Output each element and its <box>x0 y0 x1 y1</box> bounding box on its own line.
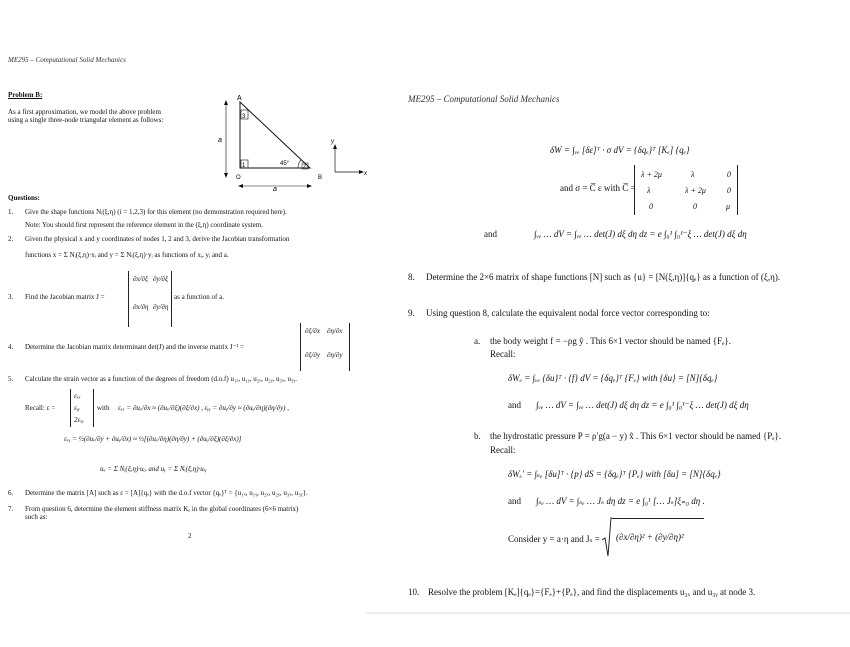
c-cell-31: 0 <box>649 202 653 211</box>
q2-line-1: Given the physical x and y coordinates of nodes 1, 2 and 3, derive the Jacobian transformation <box>25 235 290 243</box>
q5-with: with <box>97 404 110 412</box>
jacobian-cell-22: ∂y/∂η <box>153 303 169 311</box>
q9-text: Using question 8, calculate the equivalent nodal force vector corresponding to: <box>426 308 710 318</box>
label-a-vertex: A <box>237 95 242 102</box>
body-weight-work-equation: δWₑ = ∫ᵥₑ {δu}ᵀ · {f} dV = {δqₑ}ᵀ {Fₑ} with {δu} = [N]{δqₑ} <box>508 373 718 383</box>
right-page-header: ME295 – Computational Solid Mechanics <box>408 94 560 104</box>
body-weight-integral: ∫ᵥₑ … dV = ∫ᵥₑ … det(J) dξ dη dz = e ∫₀¹ ∫₀¹⁻ξ … det(J) dξ dη <box>536 400 749 410</box>
intro-line-2: using a single three-node triangular element as follows: <box>8 116 164 124</box>
q7-line-1: From question 6, determine the element stiffness matrix Kₑ in the global coordinates (6×6 matrix) <box>25 505 299 513</box>
q7-line-2: such as: <box>25 513 48 521</box>
label-axis-y: y <box>331 139 334 145</box>
q6-number: 6. <box>8 489 14 497</box>
q5-eq-shear: εₓᵧ = ½(∂uₓ/∂y + ∂uᵧ/∂x) ≈ ½[(∂uₓ/∂η)(∂η/∂y) + (∂uᵧ/∂ξ)(∂ξ/∂x)] <box>64 435 242 443</box>
inv-jacobian-cell-12: ∂η/∂x <box>327 327 343 335</box>
label-node-1: 1 <box>242 163 246 169</box>
triangle-element-figure <box>210 90 380 195</box>
q3-number: 3. <box>8 293 14 301</box>
label-axis-x: x <box>364 171 367 177</box>
page-shadow <box>366 612 850 614</box>
q5-text: Calculate the strain vector as a function of the degrees of freedom (d.o.f) u₁ₓ, u₁ᵧ, u₂ₓ, u₂ᵧ, u₃ₓ, u₃ᵧ. <box>25 375 297 383</box>
and-label: and <box>484 229 497 239</box>
q9a-and: and <box>508 400 521 410</box>
strain-yy: εᵧᵧ <box>74 404 80 412</box>
q9b-text: the hydrostatic pressure P = ρ′g(a − y) x̂ . This 6×1 vector should be named {Pₑ}. <box>490 431 782 441</box>
sqrt-radicand <box>612 518 704 555</box>
jacobian-cell-21: ∂x/∂η <box>133 303 149 311</box>
q9b-and: and <box>508 496 521 506</box>
questions-title: Questions: <box>8 194 40 202</box>
q1-line-2: Note: You should first represent the reference element in the (ξ,η) coordinate system. <box>25 221 263 229</box>
label-dim-vertical: a <box>218 137 222 144</box>
left-page-header: ME295 – Computational Solid Mechanics <box>8 56 126 64</box>
strain-xy: 2εₓᵧ <box>74 416 84 424</box>
arrow-up-icon <box>224 100 228 105</box>
q9a-recall: Recall: <box>490 349 516 359</box>
q1-line-1: Give the shape functions Nᵢ(ξ,η) (i = 1,2,3) for this element (no demonstration required here). <box>25 208 287 216</box>
inv-jacobian-cell-22: ∂η/∂y <box>327 351 343 359</box>
label-node-3: 3 <box>242 114 246 120</box>
q5-number: 5. <box>8 375 14 383</box>
label-dim-horizontal: a <box>273 186 277 193</box>
q3-text-post: as a function of a. <box>174 293 224 301</box>
triangle-element <box>240 102 310 168</box>
q5-eq-displacements: uₓ = Σ Nᵢ(ξ,η)·uᵢₓ and uᵧ = Σ Nᵢ(ξ,η)·uᵢᵧ <box>100 465 207 473</box>
q10-number: 10. <box>408 587 420 597</box>
q5-recall: Recall: ε = <box>25 404 56 412</box>
strain-xx: εₓₓ <box>74 392 81 400</box>
q6-text: Determine the matrix [A] such as ε = [A]{qₑ} with the d.o.f vector {qₑ}ᵀ = {u₁ₓ, u₁ᵧ, u₂ₓ, u₂ᵧ, u₃ₓ, u₃ᵧ}. <box>25 489 308 497</box>
c-cell-21: λ <box>647 186 651 195</box>
q8-number: 8. <box>408 272 415 282</box>
label-b-vertex: B <box>318 175 323 181</box>
angle-arc <box>298 160 301 168</box>
q2-line-2: functions x = Σ Nᵢ(ξ,η)·xᵢ and y = Σ Nᵢ(ξ,η)·yᵢ as functions of xᵢ, yᵢ and a. <box>25 251 229 259</box>
surface-integral: ∫ₛₑ … dV = ∫ₛₑ … Jₛ dη dz = e ∫₀¹ [… Jₛ]ξ₌₀ dη . <box>536 496 705 506</box>
and-sigma-text: and σ = C̅ ε with C̅ = <box>560 183 636 193</box>
q7-number: 7. <box>8 505 14 513</box>
q3-text-pre: Find the Jacobian matrix J = <box>25 293 105 301</box>
left-page <box>0 0 380 600</box>
c-cell-22: λ + 2μ <box>685 186 706 195</box>
label-node-2: 2 <box>303 164 306 170</box>
q5-eq-strains: εₓₓ = ∂uₓ/∂x ≈ (∂uₓ/∂ξ)(∂ξ/∂x) , εᵧᵧ = ∂uᵧ/∂y ≈ (∂uᵧ/∂η)(∂η/∂y) , <box>118 404 290 412</box>
strain-vector <box>70 389 94 427</box>
q1-number: 1. <box>8 208 14 216</box>
q2-number: 2. <box>8 235 14 243</box>
elasticity-matrix <box>634 165 738 215</box>
c-cell-23: 0 <box>727 186 731 195</box>
problem-title: Problem B: <box>8 91 43 99</box>
arrow-down-icon <box>224 173 228 178</box>
q8-text: Determine the 2×6 matrix of shape functions [N] such as {u} = [N(ξ,η)]{qₑ} as a function of (ξ,η). <box>426 272 781 282</box>
virtual-work-equation: δW = ∫ᵥₑ [δε]ᵀ · σ dV = {δqₑ}ᵀ [Kₑ] {qₑ} <box>550 145 690 155</box>
c-cell-33: μ <box>726 202 731 211</box>
sqrt-body: (∂x/∂η)² + (∂y/∂η)² <box>616 532 684 542</box>
intro-line-1: As a first approximation, we model the above problem <box>8 108 161 116</box>
inverse-jacobian-matrix <box>300 323 350 371</box>
q4-text: Determine the Jacobian matrix determinant det(J) and the inverse matrix J⁻¹ = <box>25 343 245 351</box>
arrow-left-icon <box>238 184 243 188</box>
jacobian-matrix <box>128 271 172 327</box>
volume-integral-equation: ∫ᵥₑ … dV = ∫ᵥₑ … det(J) dξ dη dz = e ∫₀¹ ∫₀¹⁻ξ … det(J) dξ dη <box>534 229 747 239</box>
q9a-text: the body weight f = −ρg ŷ . This 6×1 vector should be named {Fₑ}. <box>490 336 731 346</box>
label-o-vertex: O <box>236 175 241 181</box>
jacobian-cell-12: ∂y/∂ξ <box>153 275 168 283</box>
inv-jacobian-cell-11: ∂ξ/∂x <box>305 327 320 335</box>
c-cell-32: 0 <box>693 202 697 211</box>
sqrt-icon <box>602 516 612 558</box>
q4-number: 4. <box>8 343 14 351</box>
jacobian-cell-11: ∂x/∂ξ <box>133 275 148 283</box>
label-angle: 45° <box>280 161 290 167</box>
q9b-recall: Recall: <box>490 445 516 455</box>
c-cell-12: λ <box>691 170 695 179</box>
q9a-label: a. <box>474 336 481 346</box>
arrow-right-icon <box>307 184 312 188</box>
q9-number: 9. <box>408 308 415 318</box>
c-cell-13: 0 <box>727 170 731 179</box>
pressure-work-equation: δWₑ′ = ∫ₛₑ [δu]ᵀ · {p} dS = {δqₑ}ᵀ {Pₑ} with [δu] = [N]{δqₑ} <box>508 469 721 479</box>
right-page <box>368 80 850 612</box>
inv-jacobian-cell-21: ∂ξ/∂y <box>305 351 320 359</box>
q10-text: Resolve the problem [Kₑ]{qₑ}={Fₑ}+{Pₑ}, and find the displacements u₃ₓ and u₃ᵧ at node 3. <box>428 587 756 597</box>
q9b-label: b. <box>474 431 481 441</box>
consider-text: Consider y = a·η and Jₛ = <box>508 534 600 544</box>
page-number: 2 <box>188 532 192 540</box>
c-cell-11: λ + 2μ <box>641 170 662 179</box>
